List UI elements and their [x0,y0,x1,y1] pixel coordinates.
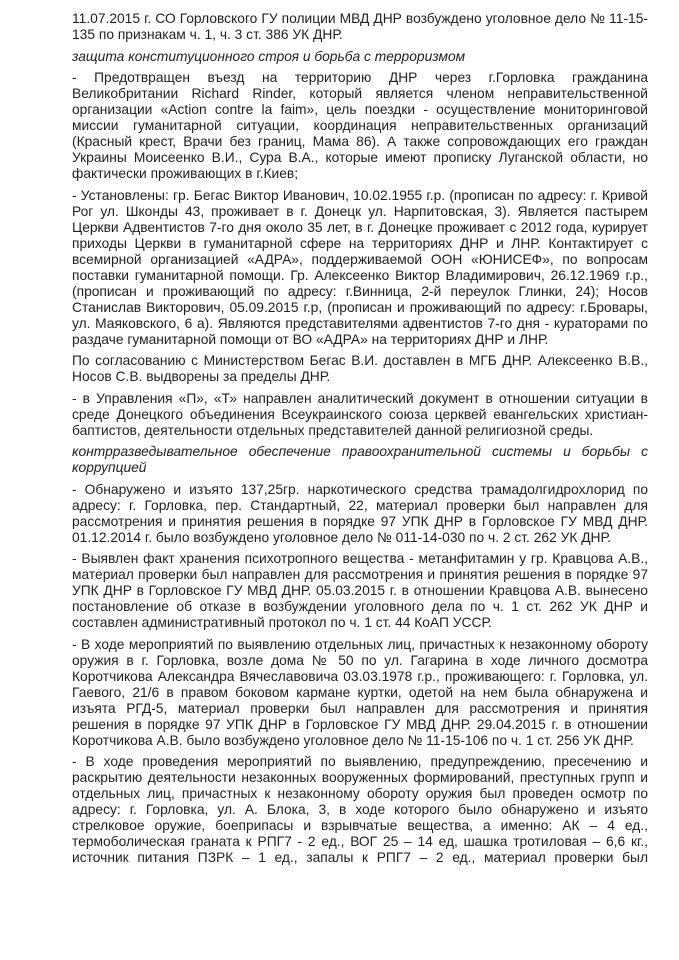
paragraph-criminal-case-386: 11.07.2015 г. СО Горловского ГУ полиции МВД ДНР возбуждено уголовное дело № 11-15-135 по признакам ч. 1, ч. 3 ст. 386 УК ДНР. [72,11,648,42]
section-heading-constitutional-protection: защита конституционного строя и борьба с терроризмом [72,48,466,64]
paragraph-adventist-representatives: - Установлены: гр. Бегас Виктор Иванович, 10.02.1955 г.р. (прописан по адресу: г. Кривой Рог ул. Шконды 43, проживает в г. Донецк ул. Нарпитовская, 3). Является пастырем Церкви Адвентистов 7-го дня около 35 лет, в г. Донецке проживает с 2012 года, курирует приходы Церкви в гуманитарной сфере на территориях ДНР и ЛНР. Контактирует с всемирной организацией «АДРА», поддерживаемой ООН «ЮНИСЕФ», по вопросам поставки гуманитарной помощи. Гр. Алексеенко Виктор Владимирович, 26.12.1969 г.р., (прописан и проживающий по адресу: г.Винница, 2-й переулок Глинки, 24); Носов Станислав Викторович, 05.09.2015 г.р, (прописан и проживающий по адресу: г.Бровары, ул. Маяковского, 6 а). Являются представителями адвентистов 7-го дня - кураторами по раздаче гуманитарной помощи от ВО «АДРА» на территориях ДНР и ЛНР. [72,187,648,347]
paragraph-methamphetamine-case: - Выявлен факт хранения психотропного вещества - метанфитамин у гр. Кравцова А.В., материал проверки был направлен для рассмотрения и принятия решения в порядке 97 УПК ДНР в Горловское ГУ МВД ДНР. 05.03.2015 г. в отношении Кравцова А.В. вынесено постановление об отказе в возбуждении уголовного дела по ч. 1 ст. 262 УК ДНР и составлен административный протокол по ч. 1 ст. 44 КоАП УССР. [72,551,648,630]
paragraph-weapons-cache: - В ходе проведения мероприятий по выявлению, предупреждению, пресечению и раскрытию деятельности незаконных вооруженных формирований, преступных групп и отдельных лиц, причастных к незаконному обороту оружия был проведен осмотр по адресу: г. Горловка, ул. А. Блока, 3, в ходе которого было обнаружено и изъято стрелковое оружие, боеприпасы и взрывчатые вещества, а именно: АК – 4 ед., термоболическая граната к РПГ7 - 2 ед., ВОГ 25 – 14 ед, шашка тротиловая – 6,6 кг., источник питания ПЗРК – 1 ед., запалы к РПГ7 – 2 ед., материал проверки был [72,754,648,865]
paragraph-border-entry-prevented: - Предотвращен въезд на территорию ДНР через г.Горловка гражданина Великобритании Richard Rinder, который является членом неправительственной организации «Action contre la faim», цель поездки - осуществление мониторинговой миссии гуманитарной ситуации, координация неправительственных организаций (Красный крест, Врачи без границ, Мама 86). А также сопровождающих его граждан Украины Моисеенко В.И., Сура В.А., которые имеют прописку Луганской области, но фактически проживающих в г.Киев; [72,70,648,181]
paragraph-analytical-document: - в Управления «П», «Т» направлен аналитический документ в отношении ситуации в среде Донецкого объединения Всеукраинского союза церквей евангельских христиан-баптистов, деятельности отдельных представителей данной религиозной среды. [72,390,648,438]
paragraph-deportation: По согласованию с Министерством Бегас В.И. доставлен в МГБ ДНР. Алексеенко В.В., Носов С.В. выдворены за пределы ДНР. [72,353,648,384]
section-heading-counterintelligence: контрразведывательное обеспечение правоохранительной системы и борьбы с коррупцией [72,444,648,475]
paragraph-tramadol-seizure: - Обнаружено и изъято 137,25гр. наркотического средства трамадолгидрохлорид по адресу: г. Горловка, пер. Стандартный, 22, материал проверки был направлен для рассмотрения и принятия решения в порядке 97 УПК ДНР в Горловское ГУ МВД ДНР. 01.12.2014 г. было возбуждено уголовное дело № 011-14-030 по ч. 2 ст. 262 УК ДНР. [72,481,648,545]
paragraph-grenade-seizure: - В ходе мероприятий по выявлению отдельных лиц, причастных к незаконному обороту оружия в г. Горловка, возле дома № 50 по ул. Гагарина в ходе личного досмотра Коротчикова Александра Вячеславовича 03.03.1978 г.р., проживающего: г. Горловка, ул. Гаевого, 21/6 в правом боковом кармане куртки, одетой на нем была обнаружена и изъята РГД-5, материал проверки был направлен для рассмотрения и принятия решения в порядке 97 УПК ДНР в Горловское ГУ МВД ДНР. 29.04.2015 г. в отношении Коротчикова А.В. было возбуждено уголовное дело № 11-15-106 по ч. 1 ст. 256 УК ДНР. [72,636,648,748]
